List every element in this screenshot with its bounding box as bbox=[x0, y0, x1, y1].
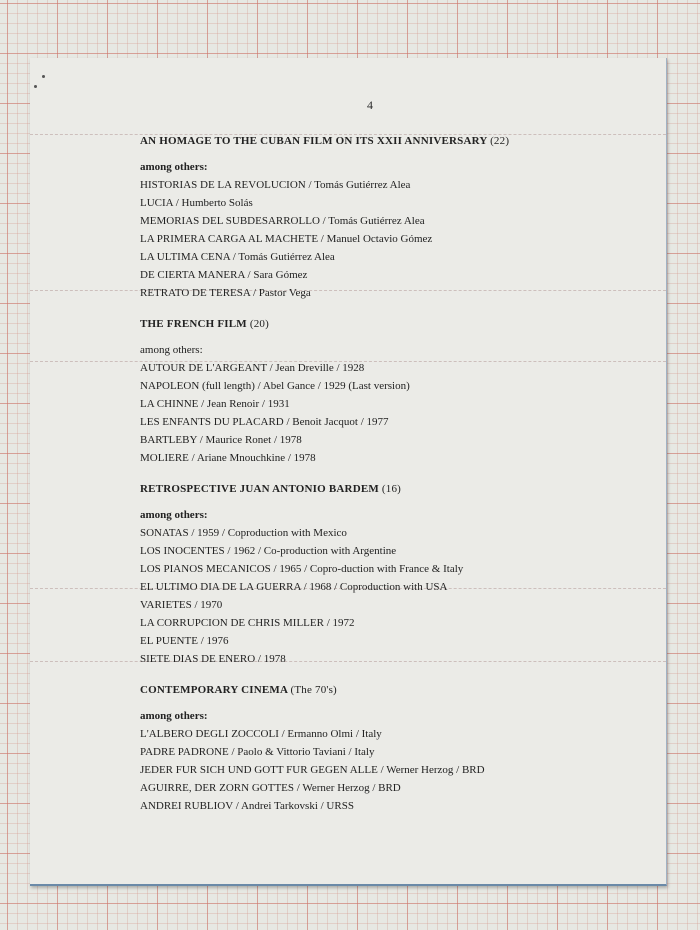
section-contemporary-cinema bbox=[140, 681, 640, 815]
film-entry: LUCIA / Humberto Solás bbox=[140, 197, 253, 209]
film-entry: LOS PIANOS MECANICOS / 1965 / Copro-duction with France & Italy bbox=[140, 563, 464, 575]
punch-mark bbox=[34, 85, 37, 88]
section-title-text: CONTEMPORARY CINEMA bbox=[140, 684, 288, 696]
film-entry: AGUIRRE, DER ZORN GOTTES / Werner Herzog / BRD bbox=[140, 782, 401, 794]
section-title-text: THE FRENCH FILM bbox=[140, 318, 247, 330]
film-entry: LA CHINNE / Jean Renoir / 1931 bbox=[140, 398, 290, 410]
section-title bbox=[140, 132, 640, 150]
among-others-label: among others: bbox=[140, 509, 208, 521]
film-entry: NAPOLEON (full length) / Abel Gance / 1929 (Last version) bbox=[140, 380, 410, 392]
among-others-label: among others: bbox=[140, 710, 208, 722]
section-title bbox=[140, 315, 640, 333]
section-count: (The 70's) bbox=[290, 684, 337, 696]
film-entry: LES ENFANTS DU PLACARD / Benoit Jacquot / 1977 bbox=[140, 416, 389, 428]
film-entry: LOS INOCENTES / 1962 / Co-production with Argentine bbox=[140, 545, 397, 557]
film-entry: VARIETES / 1970 bbox=[140, 599, 223, 611]
film-entry: EL PUENTE / 1976 bbox=[140, 635, 229, 647]
film-entry: HISTORIAS DE LA REVOLUCION / Tomás Gutiérrez Alea bbox=[140, 179, 411, 191]
film-entry: SONATAS / 1959 / Coproduction with Mexico bbox=[140, 527, 347, 539]
film-entry: LA PRIMERA CARGA AL MACHETE / Manuel Octavio Gómez bbox=[140, 233, 433, 245]
film-entry: MOLIERE / Ariane Mnouchkine / 1978 bbox=[140, 452, 316, 464]
film-entry: LA CORRUPCION DE CHRIS MILLER / 1972 bbox=[140, 617, 355, 629]
section-title-text: RETROSPECTIVE JUAN ANTONIO BARDEM bbox=[140, 483, 379, 495]
film-entry: AUTOUR DE L'ARGEANT / Jean Dreville / 1928 bbox=[140, 362, 365, 374]
film-entry: JEDER FUR SICH UND GOTT FUR GEGEN ALLE / Werner Herzog / BRD bbox=[140, 764, 485, 776]
film-entry: LA ULTIMA CENA / Tomás Gutiérrez Alea bbox=[140, 251, 335, 263]
film-entry: PADRE PADRONE / Paolo & Vittorio Taviani / Italy bbox=[140, 746, 375, 758]
section-count: (16) bbox=[381, 483, 402, 495]
page-number: 4 bbox=[367, 98, 373, 112]
section-count: (20) bbox=[249, 318, 269, 330]
document-page bbox=[30, 58, 667, 886]
program-listing bbox=[140, 132, 640, 815]
punch-mark bbox=[42, 75, 45, 78]
film-entry: MEMORIAS DEL SUBDESARROLLO / Tomás Gutiérrez Alea bbox=[140, 215, 425, 227]
among-others-label: among others: bbox=[140, 161, 208, 173]
film-entry: DE CIERTA MANERA / Sara Gómez bbox=[140, 269, 308, 281]
section-cuban-film bbox=[140, 132, 640, 302]
section-french-film bbox=[140, 315, 640, 467]
film-entry: L'ALBERO DEGLI ZOCCOLI / Ermanno Olmi / Italy bbox=[140, 728, 382, 740]
film-entry: ANDREI RUBLIOV / Andrei Tarkovski / URSS bbox=[140, 800, 354, 812]
among-others-label: among others: bbox=[140, 344, 203, 356]
section-count: (22) bbox=[490, 135, 510, 147]
film-entry: SIETE DIAS DE ENERO / 1978 bbox=[140, 653, 286, 665]
film-entry: EL ULTIMO DIA DE LA GUERRA / 1968 / Coproduction with USA bbox=[140, 581, 448, 593]
film-entry: BARTLEBY / Maurice Ronet / 1978 bbox=[140, 434, 302, 446]
section-title bbox=[140, 681, 640, 699]
section-title bbox=[140, 480, 640, 498]
section-title-text: AN HOMAGE TO THE CUBAN FILM ON ITS XXII ANNIVERSARY bbox=[140, 135, 488, 147]
film-entry: RETRATO DE TERESA / Pastor Vega bbox=[140, 287, 311, 299]
section-bardem-retrospective bbox=[140, 480, 640, 668]
